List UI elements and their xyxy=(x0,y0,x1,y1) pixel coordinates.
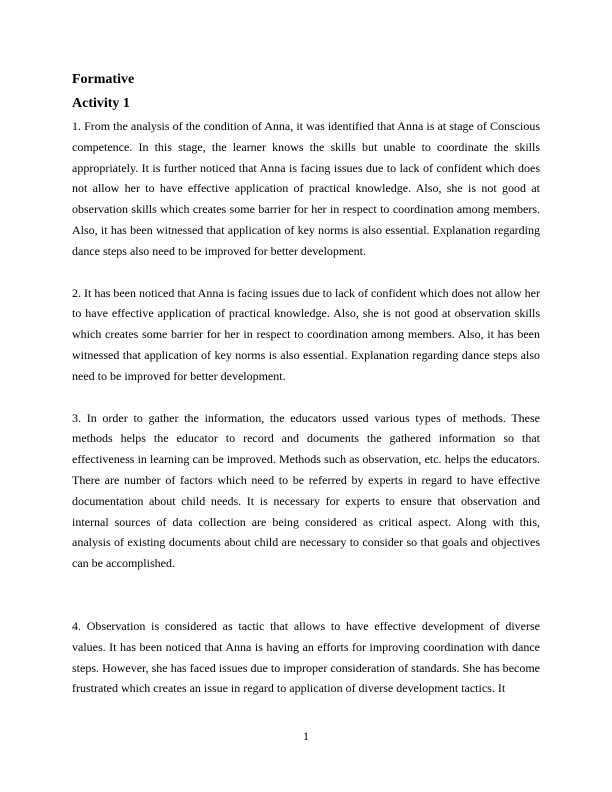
paragraph-1: 1. From the analysis of the condition of Anna, it was identified that Anna is at stage of Conscious competence. In this stage, the learner knows the skills but unable to coordinate the skills appropriately. It is further noticed that Anna is facing issues due to lack of confident which does not allow her to have effective application of practical knowledge. Also, she is not good at observation skills which creates some barrier for her in respect to coordination among members. Also, it has been witnessed that application of key norms is also essential. Explanation regarding dance steps also need to be improved for better development. xyxy=(72,119,540,258)
paragraph-spacer xyxy=(72,387,540,408)
heading-activity-1: Activity 1 xyxy=(72,96,130,111)
heading-formative: Formative xyxy=(72,72,135,87)
page-content xyxy=(72,68,540,699)
paragraph-4: 4. Observation is considered as tactic that allows to have effective development of diverse values. It has been noticed that Anna is having an efforts for improving coordination with dance steps. However, she has faced issues due to improper consideration of standards. She has become frustrated which creates an issue in regard to application of diverse development tactics. It xyxy=(72,618,540,696)
paragraph-spacer xyxy=(72,262,540,283)
paragraph-2: 2. It has been noticed that Anna is facing issues due to lack of confident which does not allow her to have effective application of practical knowledge. Also, she is not good at observation skills which creates some barrier for her in respect to coordination among members. Also, it has been witnessed that application of key norms is also essential. Explanation regarding dance steps also need to be improved for better development. xyxy=(72,285,540,383)
paragraph-spacer xyxy=(72,574,540,616)
page-number: 1 xyxy=(303,729,309,743)
paragraph-3: 3. In order to gather the information, the educators ussed various types of methods. These methods helps the educator to record and documents the gathered information so that effectiveness in learning can be improved. Methods such as observation, etc. helps the educators. There are number of factors which need to be referred by experts in regard to have effective documentation about child needs. It is necessary for experts to ensure that observation and internal sources of data collection are being considered as critical aspect. Along with this, analysis of existing documents about child are necessary to consider so that goals and objectives can be accomplished. xyxy=(72,410,540,571)
